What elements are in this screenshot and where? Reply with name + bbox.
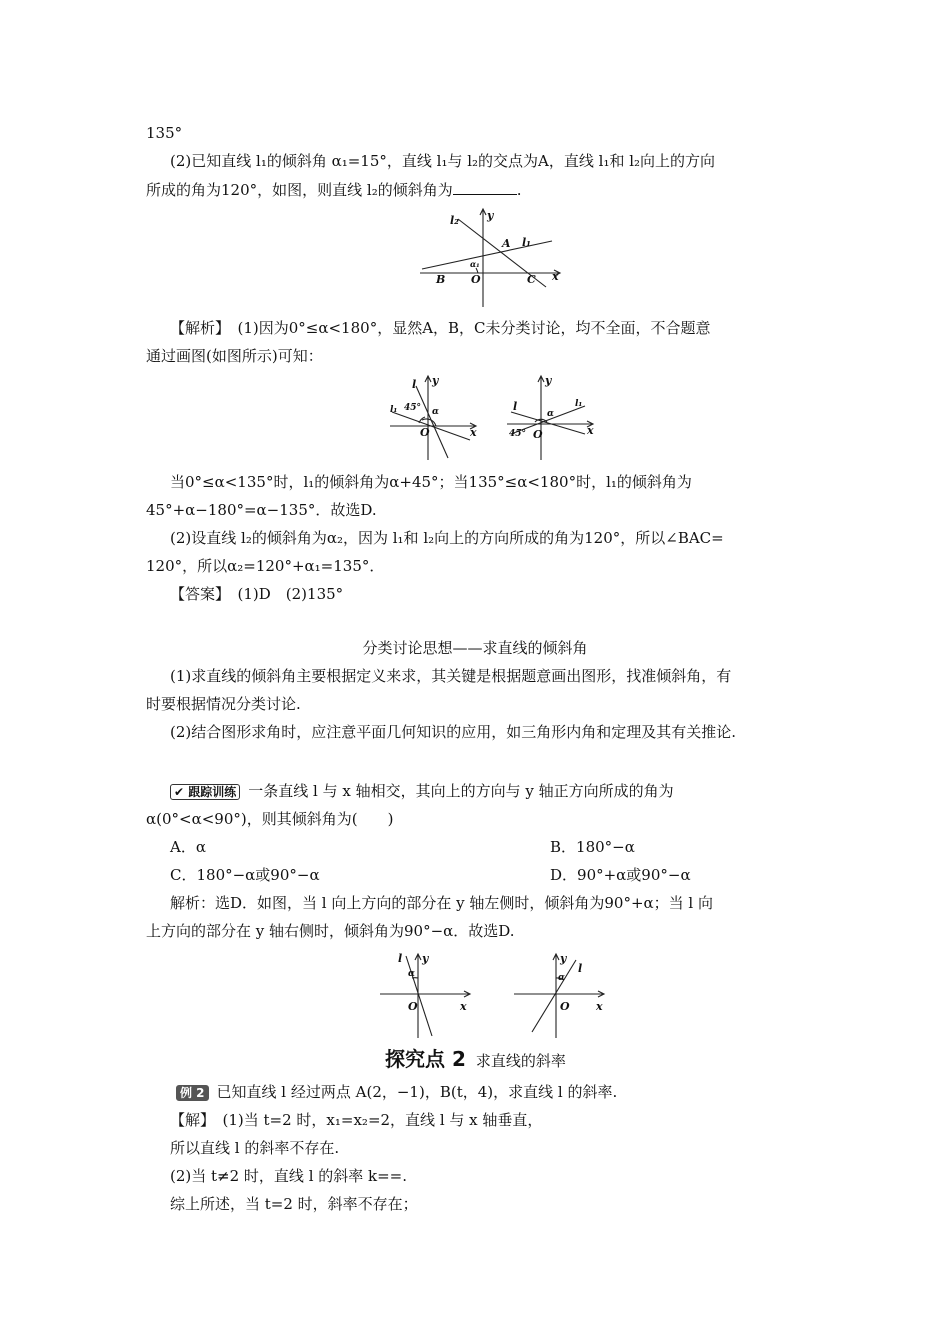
- figure-case-right: [505, 372, 605, 462]
- label-l: l: [412, 378, 417, 391]
- text-line: (2)已知直线 l₁的倾斜角 α₁=15°，直线 l₁与 l₂的交点为A，直线 l₁和 l₂向上的方向: [170, 152, 716, 170]
- text-line: (2)设直线 l₂的倾斜角为α₂，因为 l₁和 l₂向上的方向所成的角为120°，所以∠BAC=: [170, 529, 724, 547]
- label-x: x: [552, 270, 559, 283]
- section-header: [385, 1047, 566, 1073]
- text-line: α(0°<α<90°)，则其倾斜角为( ): [146, 810, 394, 828]
- figure-l1-l2-intersection: [420, 205, 570, 310]
- label-l1: l₁: [575, 399, 583, 409]
- label-O: O: [533, 428, 543, 441]
- figure-practice-left: [378, 950, 478, 1040]
- label-y: y: [487, 209, 494, 222]
- text-span: 已知直线 l 经过两点 A(2，−1)，B(t，4)，求直线 l 的斜率.: [216, 1083, 618, 1101]
- text-line: 上方向的部分在 y 轴右侧时，倾斜角为90°−α．故选D.: [146, 922, 515, 940]
- text-line: 当0°≤α<135°时，l₁的倾斜角为α+45°；当135°≤α<180°时，l₁的倾斜角为: [170, 473, 692, 491]
- label-y: y: [422, 952, 429, 965]
- label-alpha: α: [558, 973, 565, 983]
- label-45: 45°: [404, 403, 422, 413]
- label-B: B: [436, 273, 446, 286]
- label-l1: l₁: [390, 405, 398, 415]
- label-O: O: [420, 426, 430, 439]
- text-line: (1)求直线的倾斜角主要根据定义来求，其关键是根据题意画出图形，找准倾斜角，有: [170, 667, 732, 685]
- label-y: y: [545, 374, 552, 387]
- text-line: [146, 180, 522, 199]
- label-l: l: [578, 962, 583, 975]
- label-l: l: [398, 952, 403, 965]
- answer-blank: [453, 180, 517, 195]
- label-alpha: α: [408, 969, 415, 979]
- label-l: l: [513, 400, 518, 413]
- figure-practice-right: [512, 950, 612, 1040]
- method-heading: 分类讨论思想——求直线的倾斜角: [362, 639, 588, 657]
- option-b: B．180°−α: [550, 838, 635, 856]
- label-O: O: [560, 1000, 570, 1013]
- text-line: (2)结合图形求角时，应注意平面几何知识的应用，如三角形内角和定理及其有关推论.: [170, 723, 737, 741]
- line-l1: [422, 241, 552, 269]
- text-line: 所以直线 l 的斜率不存在.: [170, 1139, 340, 1157]
- label-O: O: [471, 273, 481, 286]
- example-badge: 例 2: [176, 1085, 209, 1101]
- label-alpha1: α₁: [470, 259, 480, 269]
- text-line: 时要根据情况分类讨论.: [146, 695, 301, 713]
- label-x: x: [587, 424, 594, 437]
- label-A: A: [502, 237, 511, 250]
- text-line: (2)当 t≠2 时，直线 l 的斜率 k==.: [170, 1167, 408, 1185]
- text-line: 【答案】 (1)D (2)135°: [170, 585, 344, 603]
- section-title: 探究点 2: [385, 1047, 466, 1071]
- label-l1: l₁: [522, 236, 531, 249]
- text-line: [176, 1083, 617, 1101]
- label-alpha: α: [432, 407, 439, 417]
- figure-case-left: [388, 372, 488, 462]
- label-O: O: [408, 1000, 418, 1013]
- text-line: 解析：选D．如图，当 l 向上方向的部分在 y 轴左侧时，倾斜角为90°+α；当 l 向: [170, 894, 713, 912]
- text-line: [170, 782, 674, 800]
- option-a: A．α: [170, 838, 206, 856]
- text-line: 【解】 (1)当 t=2 时，x₁=x₂=2，直线 l 与 x 轴垂直，: [170, 1111, 543, 1129]
- section-subtitle: 求直线的斜率: [475, 1052, 566, 1070]
- text-span: 一条直线 l 与 x 轴相交，其向上的方向与 y 轴正方向所成的角为: [248, 782, 674, 800]
- label-y: y: [560, 952, 567, 965]
- practice-badge: ✔ 跟踪训练: [170, 784, 240, 800]
- text-line: 45°+α−180°=α−135°．故选D.: [146, 501, 377, 519]
- line-l: [406, 956, 432, 1036]
- option-c: C．180°−α或90°−α: [170, 866, 320, 884]
- text-span: .: [516, 181, 522, 199]
- text-line: 【解析】 (1)因为0°≤α<180°，显然A，B，C未分类讨论，均不全面，不合题意: [170, 319, 711, 337]
- label-x: x: [460, 1000, 467, 1013]
- option-d: D．90°+α或90°−α: [550, 866, 691, 884]
- label-x: x: [596, 1000, 603, 1013]
- text-line: 综上所述，当 t=2 时，斜率不存在；: [170, 1195, 418, 1213]
- line-l: [532, 960, 576, 1032]
- text-line: 135°: [146, 124, 183, 142]
- text-line: 通过画图(如图所示)可知：: [146, 347, 323, 365]
- practice-label: 跟踪训练: [188, 785, 237, 799]
- label-x: x: [470, 426, 477, 439]
- text-line: 120°，所以α₂=120°+α₁=135°．: [146, 557, 385, 575]
- label-C: C: [527, 273, 536, 286]
- text-span: 所成的角为120°，如图，则直线 l₂的倾斜角为: [146, 181, 453, 199]
- label-l2: l₂: [450, 214, 459, 227]
- label-alpha: α: [547, 409, 554, 419]
- label-y: y: [432, 374, 439, 387]
- label-45: 45°: [509, 429, 527, 439]
